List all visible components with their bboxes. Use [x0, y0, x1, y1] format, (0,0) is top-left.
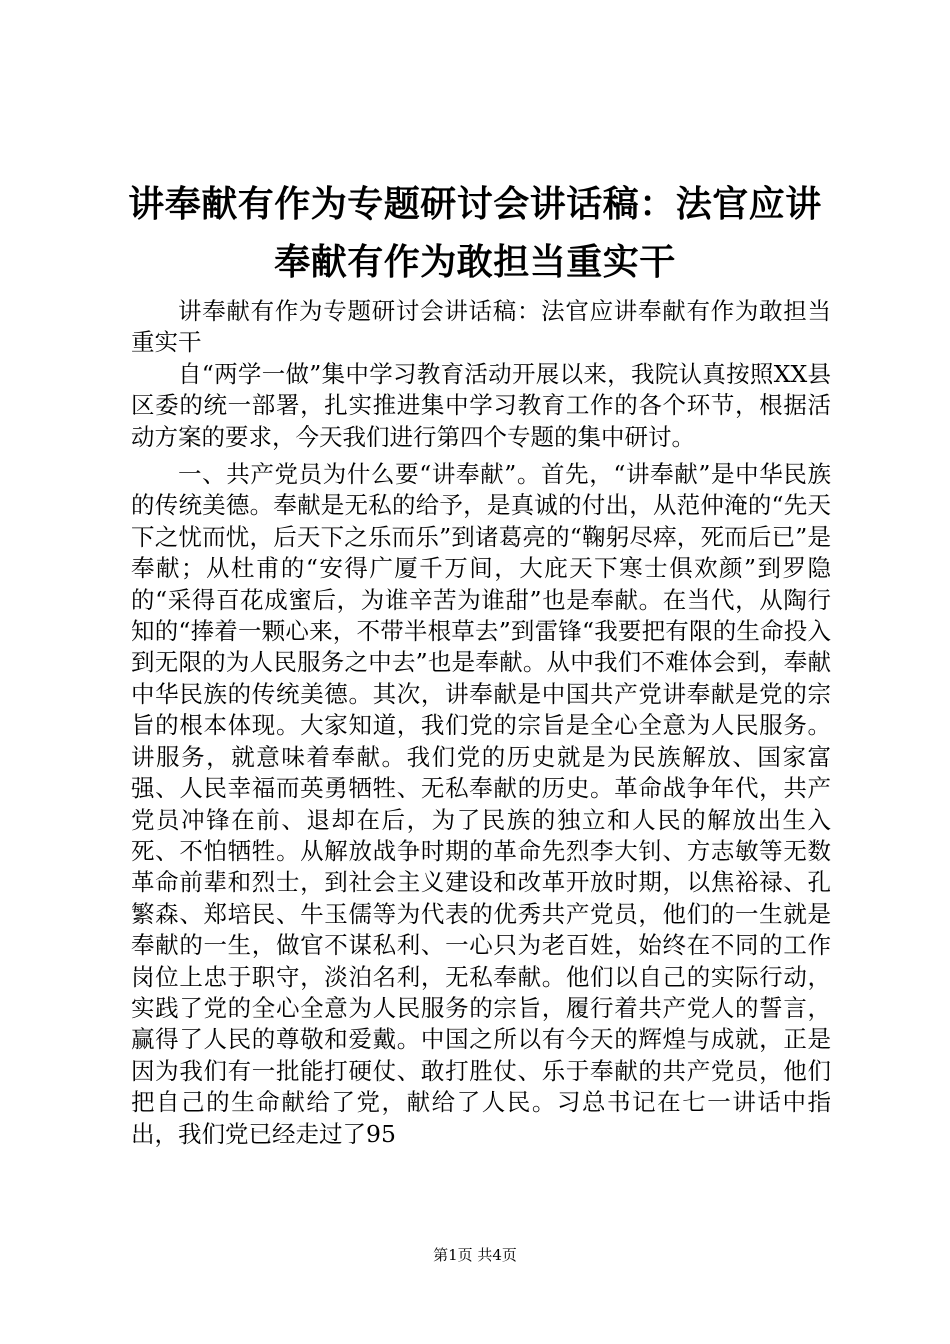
page-footer: 第1页 共4页: [433, 1246, 517, 1264]
paragraph-intro: 自“两学一做”集中学习教育活动开展以来，我院认真按照XX县区委的统一部署，扎实推进集中学习教育工作的各个环节，根据活动方案的要求，今天我们进行第四个专题的集中研讨。: [131, 359, 831, 451]
paragraph-section-one: 一、共产党员为什么要“讲奉献”。首先，“讲奉献”是中华民族的传统美德。奉献是无私的给予，是真诚的付出，从范仲淹的“先天下之忧而忧，后天下之乐而乐”到诸葛亮的“鞠躬尽瘁，死而后已”是奉献；从杜甫的“安得广厦千万间，大庇天下寒士俱欢颜”到罗隐的“采得百花成蜜后，为谁辛苦为谁甜”也是奉献。在当代，从陶行知的“捧着一颗心来，不带半根草去”到雷锋“我要把有限的生命投入到无限的为人民服务之中去”也是奉献。从中我们不难体会到，奉献中华民族的传统美德。其次，讲奉献是中国共产党讲奉献是党的宗旨的根本体现。大家知道，我们党的宗旨是全心全意为人民服务。讲服务，就意味着奉献。我们党的历史就是为民族解放、国家富强、人民幸福而英勇牺牲、无私奉献的历史。革命战争年代，共产党员冲锋在前、退却在后，为了民族的独立和人民的解放出生入死、不怕牺牲。从解放战争时期的革命先烈李大钊、方志敏等无数革命前辈和烈士，到社会主义建设和改革开放时期，以焦裕禄、孔繁森、郑培民、牛玉儒等为代表的优秀共产党员，他们的一生就是奉献的一生，做官不谋私利、一心只为老百姓，始终在不同的工作岗位上忠于职守，淡泊名利，无私奉献。他们以自己的实际行动，实践了党的全心全意为人民服务的宗旨，履行着共产党人的誓言，赢得了人民的尊敬和爱戴。中国之所以有今天的辉煌与成就，正是因为我们有一批能打硬仗、敢打胜仗、乐于奉献的共产党员，他们把自己的生命献给了党，献给了人民。习总书记在七一讲话中指出，我们党已经走过了95: [131, 460, 831, 1148]
document-body: [131, 296, 831, 1150]
document-title: 讲奉献有作为专题研讨会讲话稿：法官应讲奉献有作为敢担当重实干: [128, 184, 822, 283]
paragraph-subtitle: 讲奉献有作为专题研讨会讲话稿：法官应讲奉献有作为敢担当重实干: [131, 297, 831, 357]
